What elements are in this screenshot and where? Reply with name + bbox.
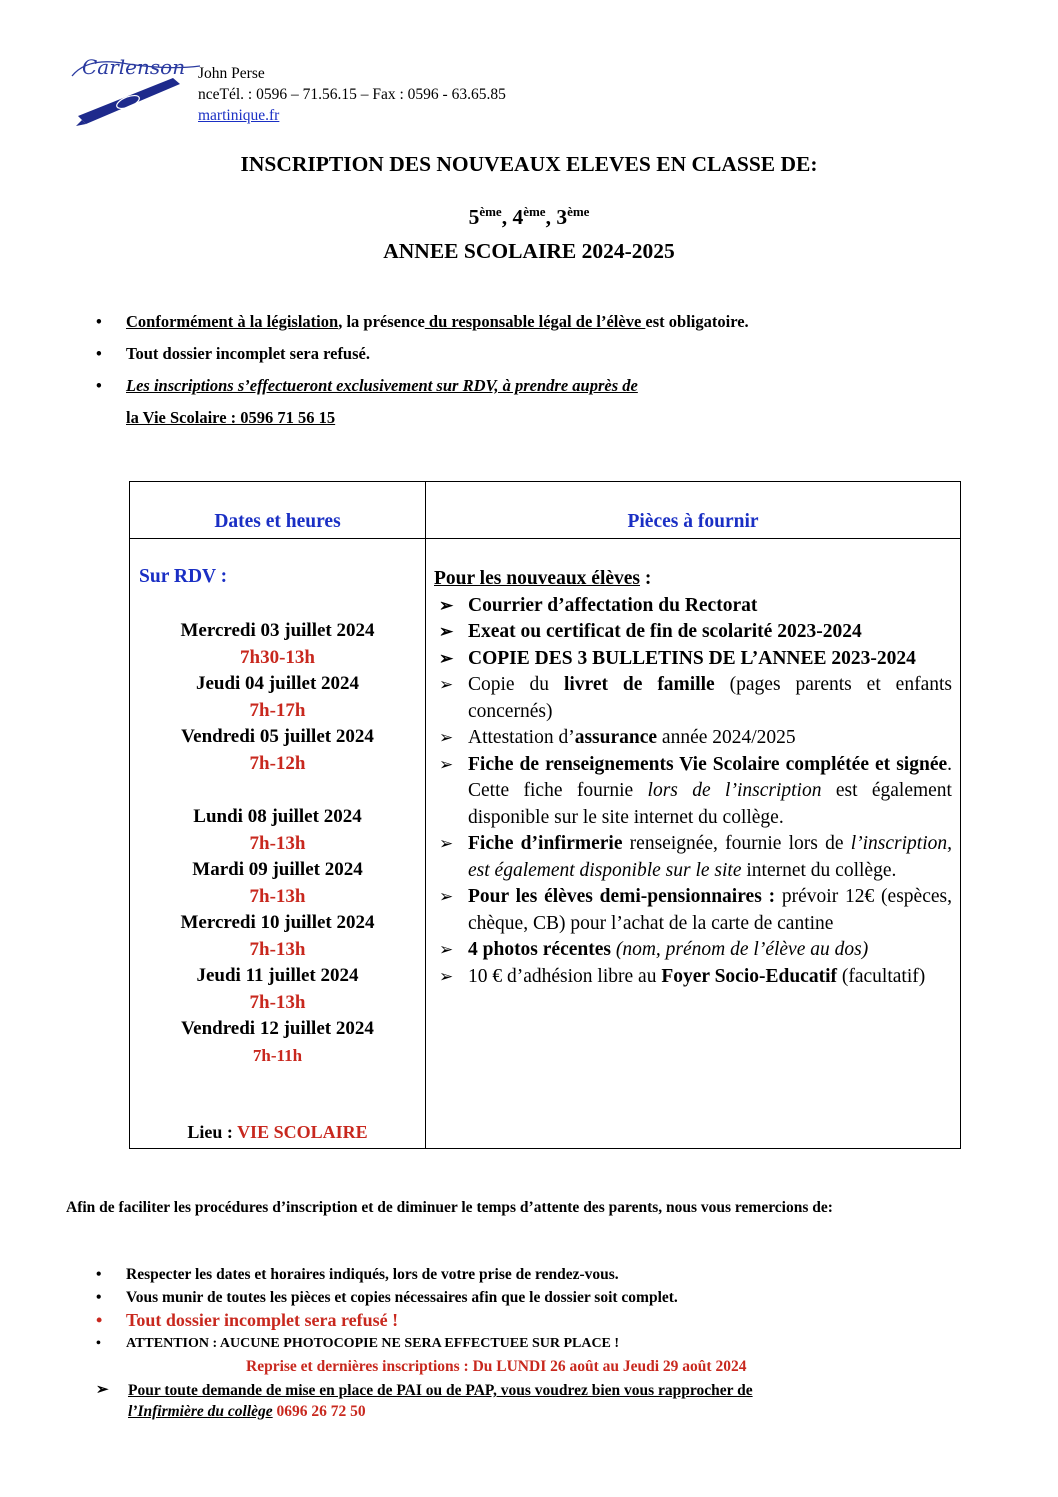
piece-item: ➢ Exeat ou certificat de fin de scolarité 2023-2024 (434, 619, 952, 646)
piece-item: ➢ Copie du livret de famille (pages parents et enfants concernés) (439, 674, 952, 722)
bullet-dot-icon: • (96, 1336, 101, 1351)
rdv-label: Sur RDV : (139, 566, 228, 587)
page-title: INSCRIPTION DES NOUVEAUX ELEVES EN CLASSE DE: (240, 152, 818, 176)
footer-intro: Afin de faciliter les procédures d’inscription et de diminuer le temps d’attente des parents, nous vous remercions de: (66, 1199, 833, 1216)
class-level: 5ème, (468, 204, 513, 230)
arrow-bullet-icon: ➢ (439, 728, 454, 747)
schedule-day: Jeudi 04 juillet 2024 (195, 673, 360, 694)
bullet-dot-icon: • (96, 344, 102, 363)
intro-list (96, 312, 996, 428)
arrow-bullet-icon: ➢ (439, 648, 454, 668)
arrow-bullet-icon: ➢ (439, 675, 454, 694)
footer-list (96, 1264, 996, 1354)
schedule-list (130, 618, 425, 1069)
header-contact: nceTél. : 0596 – 71.56.15 – Fax : 0596 - 63.65.85 (198, 86, 506, 103)
intro-incomplete: • Tout dossier incomplet sera refusé. (96, 344, 370, 363)
arrow-bullet-icon: ➢ (439, 966, 454, 986)
bullet-dot-icon: • (96, 312, 102, 331)
website-link[interactable]: martinique.fr (198, 107, 280, 124)
pieces-list (434, 566, 952, 990)
schedule-hours: 7h-13h (249, 938, 306, 960)
schedule-hours: 7h-11h (252, 1045, 303, 1065)
piece-item: ➢ Courrier d’affectation du Rectorat (434, 593, 952, 620)
piece-item: ➢ Fiche de renseignements Vie Scolaire complétée et signée. Cette fiche fournie lors de l’inscription est également disponible sur le site internet du collège. (439, 753, 952, 828)
schedule-day: Vendredi 05 juillet 2024 (181, 726, 374, 747)
bullet-dot-icon: • (96, 376, 102, 395)
arrow-bullet-icon: ➢ (96, 1382, 109, 1398)
piece-item: ➢ Attestation d’assurance année 2024/2025 (434, 725, 952, 752)
school-logo (68, 46, 208, 132)
class-levels (0, 204, 1058, 230)
schedule-day: Mercredi 10 juillet 2024 (180, 912, 375, 933)
arrow-bullet-icon: ➢ (439, 834, 454, 853)
intro-vie-scolaire: la Vie Scolaire : 0596 71 56 15 (126, 408, 336, 427)
footer-item-warning: • Tout dossier incomplet sera refusé ! (96, 1310, 399, 1330)
schedule-hours: 7h-13h (249, 832, 306, 854)
arrow-bullet-icon: ➢ (439, 595, 454, 615)
piece-item: ➢ Pour les élèves demi-pensionnaires : prévoir 12€ (espèces, chèque, CB) pour l’achat de la carte de cantine (439, 886, 952, 934)
header-website[interactable] (198, 105, 279, 126)
class-level: 3ème (556, 204, 590, 230)
col-header-dates: Dates et heures (214, 511, 341, 532)
footer-item: • ATTENTION : AUCUNE PHOTOCOPIE NE SERA EFFECTUEE SUR PLACE ! (96, 1333, 996, 1354)
schedule-hours: 7h-13h (249, 885, 306, 907)
pen-logo-icon (68, 46, 208, 132)
pai-info: ➢ Pour toute demande de mise en place de PAI ou de PAP, vous voudrez bien vous rapprocher de l’Infirmière du collège 0696 26 72 50 (96, 1382, 753, 1420)
schedule-day: Mercredi 03 juillet 2024 (180, 620, 375, 641)
intro-legal: • Conformément à la législation, la présence du responsable légal de l’élève est obligatoire. (96, 312, 749, 331)
header-school-name: John Perse (198, 65, 265, 82)
bullet-dot-icon: • (96, 1266, 102, 1283)
arrow-bullet-icon: ➢ (439, 940, 454, 959)
schedule-hours: 7h-12h (249, 752, 306, 774)
bullet-dot-icon: • (96, 1310, 103, 1330)
schedule-day: Jeudi 11 juillet 2024 (196, 965, 359, 986)
intro-rdv: • Les inscriptions s’effectueront exclusivement sur RDV, à prendre auprès de (96, 376, 638, 395)
bullet-dot-icon: • (96, 1289, 102, 1306)
arrow-bullet-icon: ➢ (439, 622, 454, 641)
registration-table (129, 481, 961, 1149)
piece-item: ➢ Fiche d’infirmerie renseignée, fournie lors de l’inscription, est également disponible sur le site internet du collège. (439, 833, 952, 881)
schedule-hours: 7h-17h (249, 699, 306, 721)
schedule-day: Vendredi 12 juillet 2024 (181, 1018, 374, 1039)
arrow-bullet-icon: ➢ (439, 754, 454, 774)
schedule-day: Mardi 09 juillet 2024 (192, 859, 363, 880)
piece-item: ➢ 10 € d’adhésion libre au Foyer Socio-Educatif (facultatif) (434, 964, 952, 991)
school-year: ANNEE SCOLAIRE 2024-2025 (383, 239, 675, 263)
piece-item: ➢ 4 photos récentes (nom, prénom de l’élève au dos) (434, 937, 952, 964)
schedule-hours: 7h-13h (249, 991, 306, 1013)
schedule-hours: 7h30-13h (240, 646, 315, 668)
col-header-pieces: Pièces à fournir (627, 511, 759, 532)
footer-item: • Respecter les dates et horaires indiqués, lors de votre prise de rendez-vous. (96, 1266, 619, 1283)
piece-item: ➢ COPIE DES 3 BULLETINS DE L’ANNEE 2023-2024 (434, 646, 952, 673)
arrow-bullet-icon: ➢ (439, 887, 454, 906)
lieu: Lieu : VIE SCOLAIRE (187, 1122, 368, 1142)
reprise-dates: Reprise et dernières inscriptions : Du LUNDI 26 août au Jeudi 29 août 2024 (246, 1358, 747, 1375)
class-level: 4ème, (512, 204, 557, 230)
schedule-day: Lundi 08 juillet 2024 (193, 806, 362, 827)
pieces-title: Pour les nouveaux élèves : (434, 568, 652, 589)
footer-item: • Vous munir de toutes les pièces et copies nécessaires afin que le dossier soit complet. (96, 1289, 678, 1306)
svg-text:Carlenson: Carlenson (82, 55, 186, 79)
